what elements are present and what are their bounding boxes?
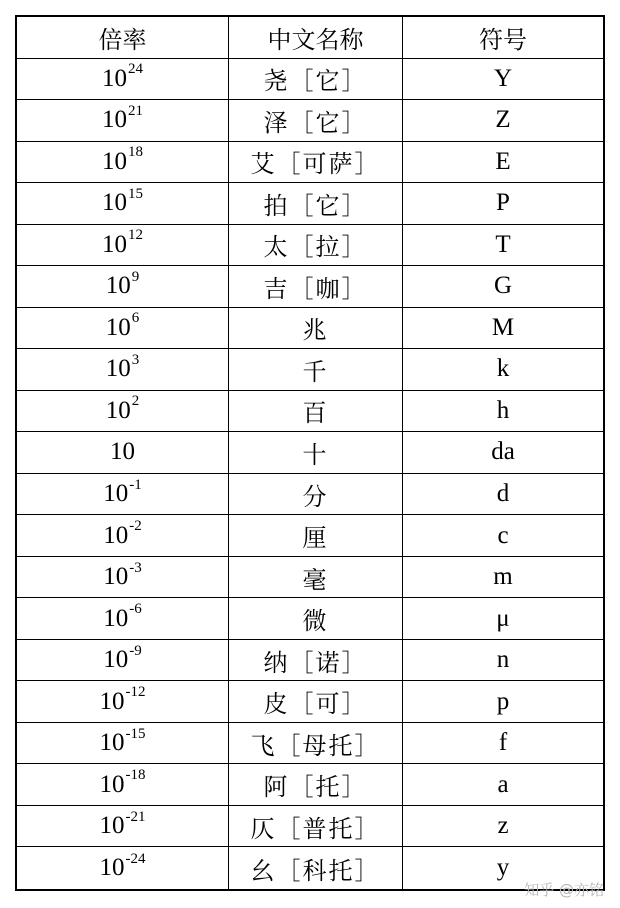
- multiple-exponent: 21: [128, 102, 143, 119]
- multiple-exponent: -18: [125, 767, 146, 784]
- multiple-cell: [17, 183, 229, 225]
- multiple-base: 10: [99, 687, 125, 715]
- multiple-base: 10: [99, 770, 125, 798]
- multiple-cell: [17, 308, 229, 350]
- chinese-name-cell: 厘: [229, 515, 403, 557]
- multiple-cell: [17, 681, 229, 723]
- multiple-base: 10: [103, 521, 129, 549]
- chinese-name-cell: 微: [229, 598, 403, 640]
- multiple-exponent: -12: [125, 684, 146, 701]
- multiple-cell: [17, 515, 229, 557]
- multiple-cell: [17, 225, 229, 267]
- multiple-exponent: -15: [125, 725, 146, 742]
- symbol-cell: c: [403, 515, 603, 557]
- chinese-name-cell: 仄［普托］: [229, 806, 403, 848]
- chinese-name-cell: 皮［可］: [229, 681, 403, 723]
- multiple-base: 10: [99, 854, 125, 882]
- multiple-base: 10: [105, 313, 131, 341]
- multiple-base: 10: [102, 189, 127, 217]
- symbol-cell: T: [403, 225, 603, 267]
- header-multiple: 倍率: [17, 17, 229, 59]
- multiple-exponent: -1: [129, 476, 142, 493]
- multiple-exponent: 9: [131, 268, 140, 285]
- symbol-cell: m: [403, 557, 603, 599]
- symbol-cell: Y: [403, 59, 603, 101]
- symbol-cell: da: [403, 432, 603, 474]
- multiple-cell: [17, 598, 229, 640]
- chinese-name-cell: 尧［它］: [229, 59, 403, 101]
- multiple-base: 10: [110, 438, 135, 466]
- symbol-cell: a: [403, 764, 603, 806]
- symbol-cell: G: [403, 266, 603, 308]
- chinese-name-cell: 幺［科托］: [229, 847, 403, 889]
- multiple-exponent: 2: [131, 393, 140, 410]
- multiple-base: 10: [105, 355, 131, 383]
- multiple-base: 10: [102, 230, 127, 258]
- chinese-name-cell: 兆: [229, 308, 403, 350]
- symbol-cell: f: [403, 723, 603, 765]
- multiple-base: 10: [102, 106, 127, 134]
- multiple-base: 10: [102, 64, 127, 92]
- symbol-cell: P: [403, 183, 603, 225]
- multiple-exponent: -6: [129, 601, 142, 618]
- multiple-exponent: -2: [129, 518, 142, 535]
- multiple-cell: [17, 723, 229, 765]
- chinese-name-cell: 纳［诺］: [229, 640, 403, 682]
- multiple-cell: [17, 100, 229, 142]
- multiple-base: 10: [103, 563, 129, 591]
- symbol-cell: d: [403, 474, 603, 516]
- symbol-cell: y: [496, 854, 510, 882]
- multiple-cell: [17, 847, 229, 889]
- multiple-cell: [17, 474, 229, 516]
- multiple-exponent: 18: [128, 144, 143, 161]
- multiple-exponent: 24: [128, 61, 143, 78]
- multiple-cell: [17, 764, 229, 806]
- symbol-cell: z: [403, 806, 603, 848]
- symbol-cell: M: [403, 308, 603, 350]
- chinese-name-cell: 太［拉］: [229, 225, 403, 267]
- multiple-cell: [17, 142, 229, 184]
- multiple-cell: [17, 432, 229, 474]
- multiple-cell: [17, 266, 229, 308]
- chinese-name-cell: 毫: [229, 557, 403, 599]
- symbol-cell: μ: [403, 598, 603, 640]
- symbol-cell: h: [403, 391, 603, 433]
- multiple-exponent: 15: [128, 185, 143, 202]
- symbol-cell: k: [403, 349, 603, 391]
- header-chinese-name: 中文名称: [229, 17, 403, 59]
- multiple-base: 10: [105, 396, 131, 424]
- chinese-name-cell: 飞［母托］: [229, 723, 403, 765]
- multiple-cell: [17, 59, 229, 101]
- chinese-name-cell: 泽［它］: [229, 100, 403, 142]
- multiple-base: 10: [103, 646, 129, 674]
- chinese-name-cell: 阿［托］: [229, 764, 403, 806]
- chinese-name-cell: 百: [229, 391, 403, 433]
- chinese-name-cell: 分: [229, 474, 403, 516]
- multiple-cell: [17, 391, 229, 433]
- multiple-base: 10: [102, 147, 127, 175]
- multiple-base: 10: [105, 272, 131, 300]
- chinese-name-cell: 十: [229, 432, 403, 474]
- header-symbol: 符号: [403, 17, 603, 59]
- multiple-exponent: -9: [129, 642, 142, 659]
- multiple-exponent: 6: [131, 310, 140, 327]
- chinese-name-cell: 千: [229, 349, 403, 391]
- symbol-cell: E: [403, 142, 603, 184]
- multiple-cell: [17, 640, 229, 682]
- symbol-cell: n: [403, 640, 603, 682]
- multiple-cell: [17, 349, 229, 391]
- multiple-exponent: -21: [125, 808, 146, 825]
- multiple-exponent: 12: [128, 227, 143, 244]
- chinese-name-cell: 艾［可萨］: [229, 142, 403, 184]
- multiple-exponent: 3: [131, 351, 140, 368]
- multiple-exponent: -3: [129, 559, 142, 576]
- multiple-base: 10: [99, 812, 125, 840]
- watermark: 知乎 @亦铭: [524, 881, 604, 899]
- multiple-exponent: -24: [125, 850, 146, 867]
- multiple-base: 10: [99, 729, 125, 757]
- multiple-cell: [17, 557, 229, 599]
- multiple-cell: [17, 806, 229, 848]
- multiple-base: 10: [103, 480, 129, 508]
- multiple-base: 10: [103, 604, 129, 632]
- chinese-name-cell: 吉［咖］: [229, 266, 403, 308]
- symbol-cell: p: [403, 681, 603, 723]
- si-prefix-table: [15, 15, 605, 891]
- symbol-cell: Z: [403, 100, 603, 142]
- chinese-name-cell: 拍［它］: [229, 183, 403, 225]
